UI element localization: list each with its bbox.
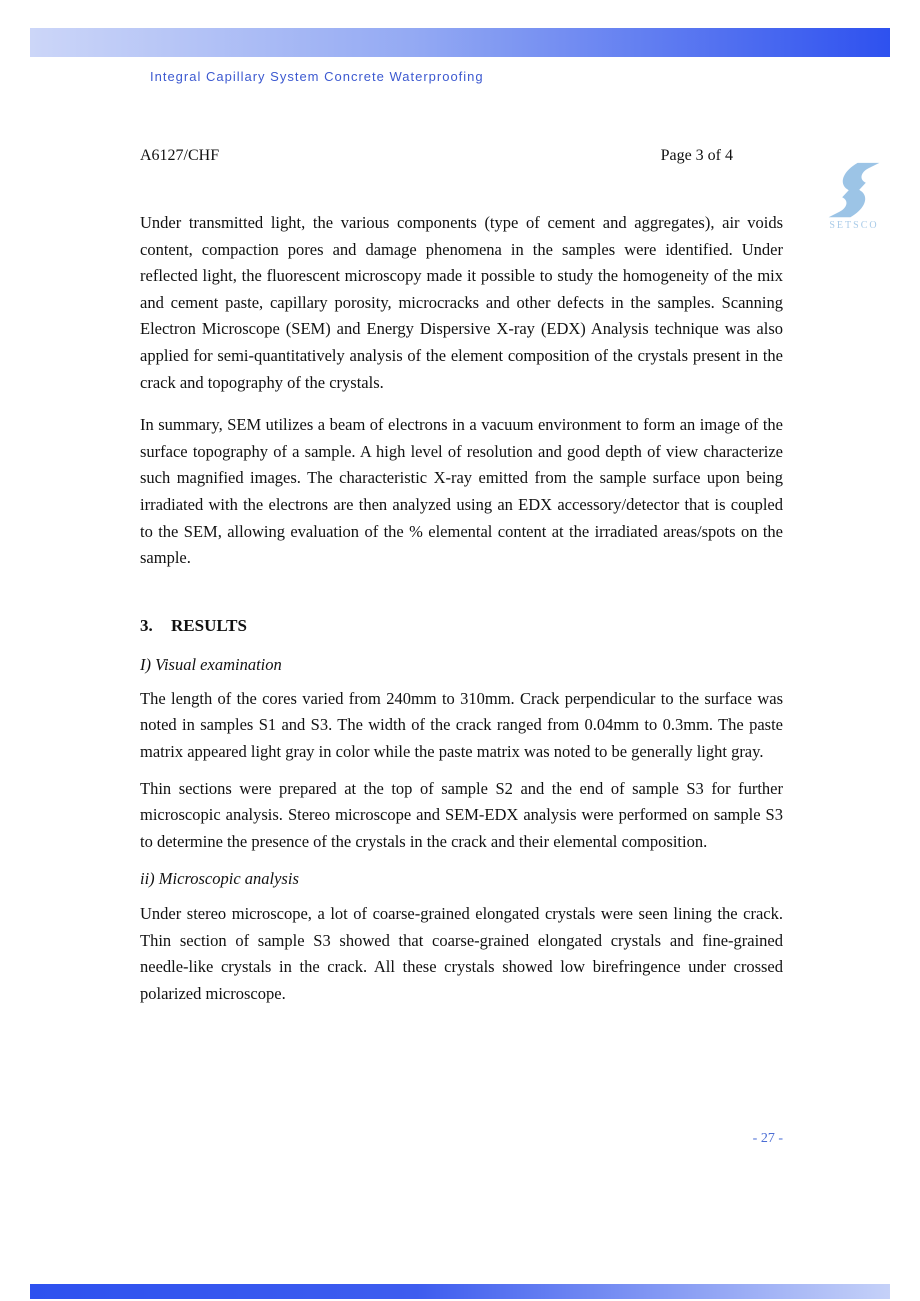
section-number: 3. xyxy=(140,615,153,635)
paragraph-thin-sections: Thin sections were prepared at the top of sample S2 and the end of sample S3 for further microscopic analysis. Stereo microscope and SEM-EDX analysis were performed on sample S3 to determine the presence of the crystals in the crack and their elemental composition. xyxy=(140,778,783,851)
paragraph-microscopy-overview: Under transmitted light, the various components (type of cement and aggregates), air voids content, compaction pores and damage phenomena in the samples were identified. Under reflected light, the fluorescent microscopy made it possible to study the homogeneity of the mix and cement paste, capillary porosity, microcracks and other defects in the samples. Scanning Electron Microscope (SEM) and Energy Dispersive X-ray (EDX) Analysis technique was also applied for semi-quantitatively analysis of the element composition of the crystals present in the crack and topography of the crystals. xyxy=(140,213,783,392)
paragraph-stereo-microscope: Under stereo microscope, a lot of coarse-grained elongated crystals were seen lining the crack. Thin section of sample S3 showed that coarse-grained elongated crystals and fine-grained needle-like crystals in the crack. All these crystals showed low birefringence under crossed polarized microscope. xyxy=(140,904,783,1004)
paragraph-core-lengths: The length of the cores varied from 240mm to 310mm. Crack perpendicular to the surface was noted in samples S1 and S3. The width of the crack ranged from 0.04mm to 0.3mm. The paste matrix appeared light gray in color while the paste matrix was noted to be generally light gray. xyxy=(140,688,783,761)
page-indicator: Page 3 of 4 xyxy=(660,147,733,164)
subheading-microscopic-analysis: ii) Microscopic analysis xyxy=(140,869,299,889)
page-number: - 27 - xyxy=(752,1130,783,1146)
setsco-logo-text: SETSCO xyxy=(829,220,879,231)
setsco-logo xyxy=(821,161,887,231)
document-header-row xyxy=(140,146,783,165)
setsco-s-icon xyxy=(821,161,887,219)
doc-ref: A6127/CHF xyxy=(140,147,220,164)
bottom-gradient-bar xyxy=(30,1284,890,1299)
document-body xyxy=(140,0,783,1147)
section-heading-results xyxy=(140,612,783,639)
section-title: RESULTS xyxy=(171,615,247,635)
brand-line: Integral Capillary System Concrete Waterproofing xyxy=(150,69,484,84)
subheading-visual-examination: I) Visual examination xyxy=(140,654,282,674)
paragraph-sem-summary: In summary, SEM utilizes a beam of electrons in a vacuum environment to form an image of the surface topography of a sample. A high level of resolution and good depth of view characterize such magnified images. The characteristic X-ray emitted from the sample surface upon being irradiated with the electrons are then analyzed using an EDX accessory/detector that is coupled to the SEM, allowing evaluation of the % elemental content at the irradiated areas/spots on the sample. xyxy=(140,415,783,568)
